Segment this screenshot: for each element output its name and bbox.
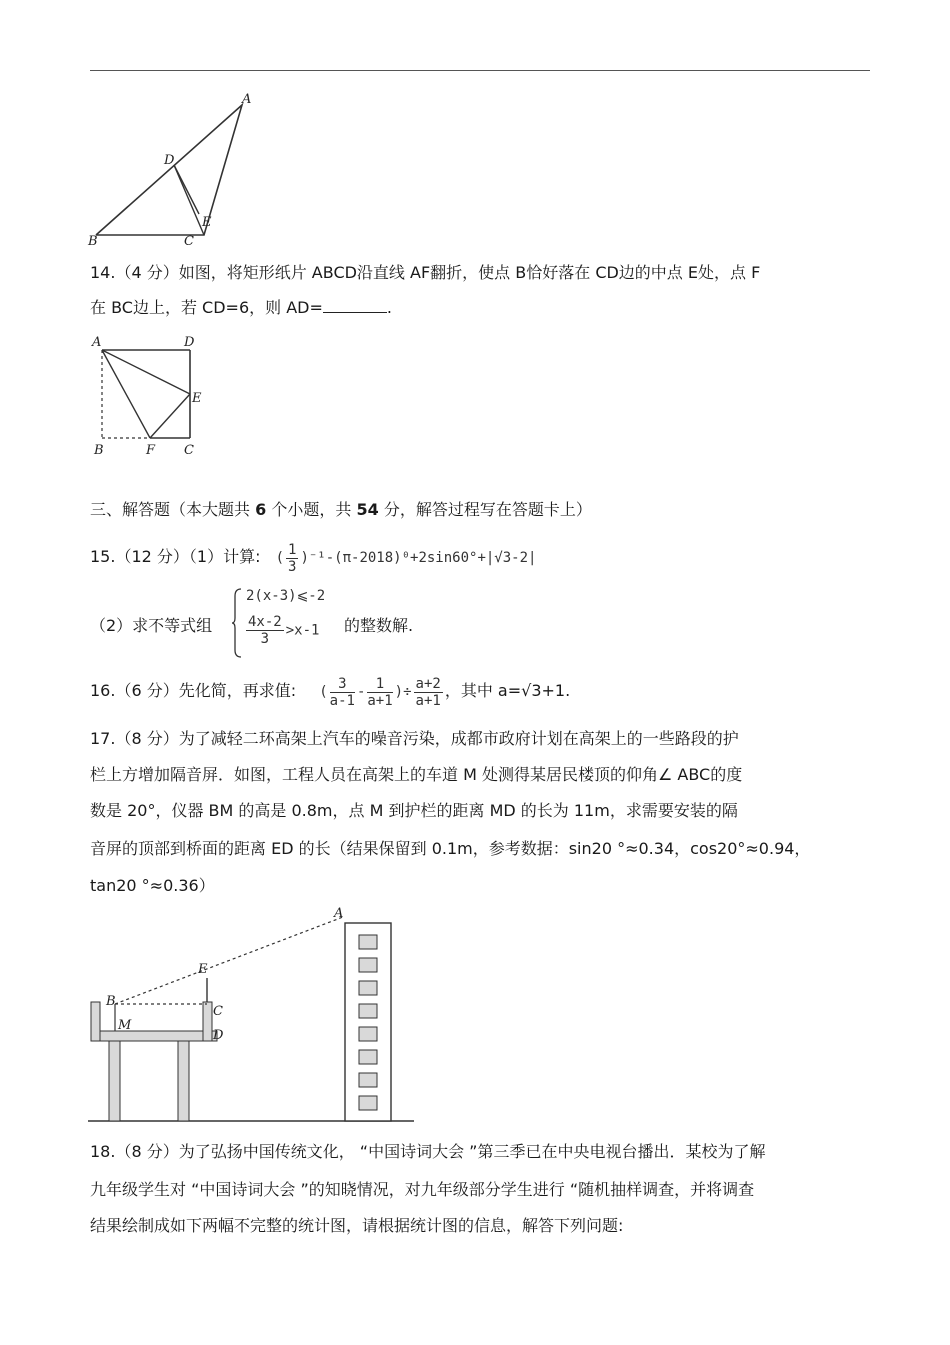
q17-line2: 栏上方增加隔音屏．如图，工程人员在高架上的车道 M 处测得某居民楼顶的仰角∠ ABC的度 bbox=[90, 765, 743, 784]
f2-den: a+1 bbox=[367, 692, 393, 709]
section-heading-part3: 分，解答过程写在答题卡上） bbox=[383, 500, 592, 519]
f2-num: 1 bbox=[367, 676, 392, 693]
q17-line4: 音屏的顶部到桥面的距离 ED 的长（结果保留到 0.1m，参考数据：sin20 °≈0.34，cos20°≈0.94， bbox=[90, 839, 811, 858]
q17-line1: 17.（8 分）为了减轻二环高架上汽车的噪音污染，成都市政府计划在高架上的一些路段的护 bbox=[90, 729, 739, 748]
header-rule bbox=[90, 70, 870, 71]
q16-label: 16.（6 分）先化简，再求值: bbox=[90, 681, 297, 700]
q15-part2-tail: 的整数解. bbox=[344, 616, 414, 635]
q14-period: . bbox=[386, 298, 392, 317]
label-C: C bbox=[213, 1004, 223, 1019]
fraction-3 bbox=[414, 676, 443, 709]
rectangle-figure bbox=[88, 330, 208, 462]
f1-den: a-1 bbox=[329, 692, 355, 709]
q15-part1 bbox=[90, 540, 536, 575]
q16-expression: ( $\frac{3}{a-1}$ - $\frac{1}{a+1}$ )÷ $\frac{a+2}{a+1}$ bbox=[319, 675, 441, 709]
q17-line3: 数是 20°，仪器 BM 的高是 0.8m，点 M 到护栏的距离 MD 的长为 11m，求需要安装的隔 bbox=[90, 801, 738, 820]
section-heading bbox=[90, 499, 592, 521]
f3-den: a+1 bbox=[415, 692, 441, 709]
brace-icon bbox=[232, 588, 242, 658]
fraction-1 bbox=[330, 676, 355, 709]
q17-line5: tan20 °≈0.36） bbox=[90, 876, 215, 895]
paren-open: ( bbox=[275, 550, 284, 566]
bridge-building-figure bbox=[88, 905, 418, 1127]
section-heading-part1: 三、解答题（本大题共 bbox=[90, 500, 251, 519]
triangle-figure bbox=[86, 92, 266, 252]
label-D: D bbox=[164, 153, 175, 168]
label-B: B bbox=[106, 994, 116, 1009]
ineq-rest: >x-1 bbox=[285, 622, 320, 639]
f3-num: a+2 bbox=[415, 675, 441, 692]
fraction-one-third bbox=[286, 542, 298, 575]
ineq-fraction bbox=[246, 614, 284, 647]
label-D: D bbox=[213, 1028, 224, 1043]
q15-label: 15.（12 分）（1）计算: bbox=[90, 547, 261, 566]
label-B: B bbox=[88, 234, 98, 249]
label-D: D bbox=[184, 335, 195, 350]
answer-blank bbox=[323, 298, 387, 313]
section-heading-part2: 个小题，共 bbox=[271, 500, 352, 519]
label-E: E bbox=[192, 391, 202, 406]
q14-line1: 14.（4 分）如图，将矩形纸片 ABCD沿直线 AF翻折，使点 B恰好落在 CD边的中点 E处，点 F bbox=[90, 263, 761, 282]
label-F: F bbox=[146, 443, 156, 458]
ineq-num: 4x-2 bbox=[248, 614, 282, 630]
frac-den: 3 bbox=[288, 558, 297, 575]
inequality-1: 2(x-3)⩽-2 bbox=[246, 588, 326, 604]
q16 bbox=[90, 672, 570, 711]
f1-num: 3 bbox=[330, 676, 355, 693]
label-B: B bbox=[94, 443, 104, 458]
label-E: E bbox=[202, 215, 212, 230]
inequality-2 bbox=[244, 614, 319, 647]
label-M: M bbox=[118, 1018, 132, 1033]
label-C: C bbox=[184, 234, 194, 249]
q18-line2: 九年级学生对 “中国诗词大会 ”的知晓情况，对九年级部分学生进行 “随机抽样调查，并将调查 bbox=[90, 1180, 755, 1199]
q18-line1: 18.（8 分）为了弘扬中国传统文化， “中国诗词大会 ”第三季已在中央电视台播出．某校为了解 bbox=[90, 1142, 766, 1161]
q15-part2-label: （2）求不等式组 bbox=[90, 616, 213, 635]
label-A: A bbox=[334, 906, 344, 921]
q18-line3: 结果绘制成如下两幅不完整的统计图，请根据统计图的信息，解答下列问题: bbox=[90, 1216, 624, 1235]
frac-num: 1 bbox=[288, 541, 297, 558]
q14-line2-text: 在 BC边上，若 CD=6，则 AD= bbox=[90, 298, 323, 317]
expr-rest: )⁻¹-(π-2018)⁰+2sin60°+|√3-2| bbox=[300, 550, 537, 566]
total-score: 54 bbox=[356, 500, 379, 519]
q16-tail: ，其中 a=√3+1. bbox=[444, 681, 571, 700]
q14-line2 bbox=[90, 297, 392, 319]
ineq-den: 3 bbox=[260, 631, 270, 647]
label-A: A bbox=[242, 92, 252, 107]
label-A: A bbox=[92, 335, 102, 350]
question-count: 6 bbox=[255, 500, 267, 519]
fraction-2 bbox=[367, 676, 392, 709]
label-E: E bbox=[198, 962, 208, 977]
q15-expression bbox=[275, 541, 537, 575]
label-C: C bbox=[184, 443, 194, 458]
